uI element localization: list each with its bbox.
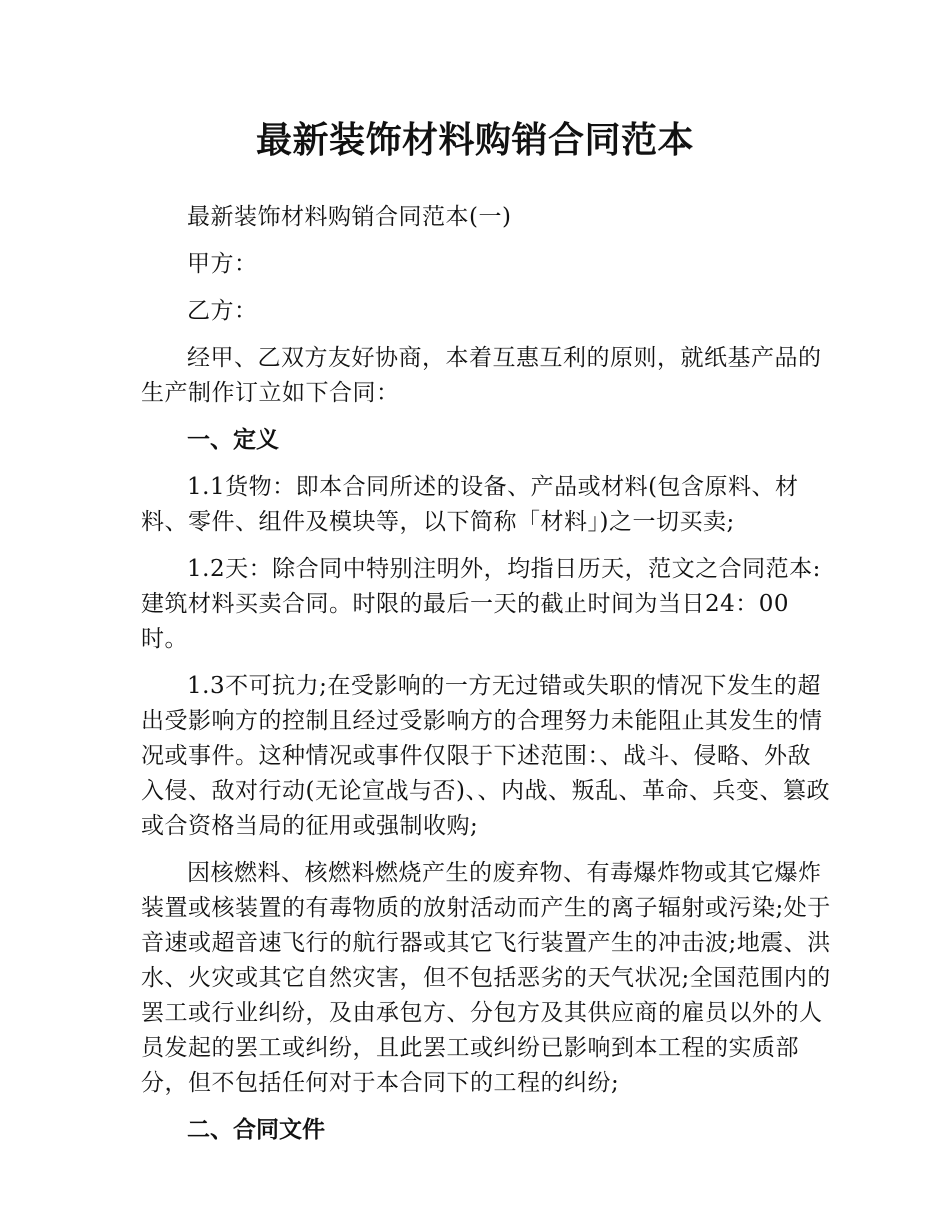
- clause-force-majeure-continued: 因核燃料、核燃料燃烧产生的废弃物、有毒爆炸物或其它爆炸装置或核装置的有毒物质的放射活动而产生的离子辐射或污染;处于音速或超音速飞行的航行器或其它飞行装置产生的冲击波;地震、洪水、火灾或其它自然灾害，但不包括恶劣的天气状况;全国范围内的罢工或行业纠纷，及由承包方、分包方及其供应商的雇员以外的人员发起的罢工或纠纷，且此罢工或纠纷已影响到本工程的实质部分，但不包括任何对于本合同下的工程的纠纷;: [141, 860, 831, 1096]
- clause-1-3: 1.3不可抗力;在受影响的一方无过错或失职的情况下发生的超出受影响方的控制且经过受影响方的合理努力未能阻止其发生的情况或事件。这种情况或事件仅限于下述范围：、战斗、侵略、外敌入侵、敌对行动(无论宣战与否)、、内战、叛乱、革命、兵变、篡政或合资格当局的征用或强制收购;: [141, 673, 830, 839]
- clause-1-1: 1.1货物：即本合同所述的设备、产品或材料(包含原料、材料、零件、组件及模块等，以下简称「材料」)之一切买卖;: [141, 474, 799, 535]
- section-heading-contract-documents: 二、合同文件: [187, 1117, 325, 1143]
- party-a-line: 甲方：: [187, 251, 258, 277]
- clause-1-2: 1.2天：除合同中特别注明外，均指日历天，范文之合同范本:建筑材料买卖合同。时限的最后一天的截止时间为当日24：00时。: [141, 556, 821, 652]
- document-title: 最新装饰材料购销合同范本: [255, 120, 694, 161]
- party-b-line: 乙方：: [187, 298, 258, 324]
- document-subtitle: 最新装饰材料购销合同范本(一): [187, 204, 512, 230]
- section-heading-definitions: 一、定义: [187, 427, 279, 453]
- document-body: [141, 200, 831, 1160]
- intro-paragraph: 经甲、乙双方友好协商，本着互惠互利的原则，就纸基产品的生产制作订立如下合同：: [141, 345, 822, 406]
